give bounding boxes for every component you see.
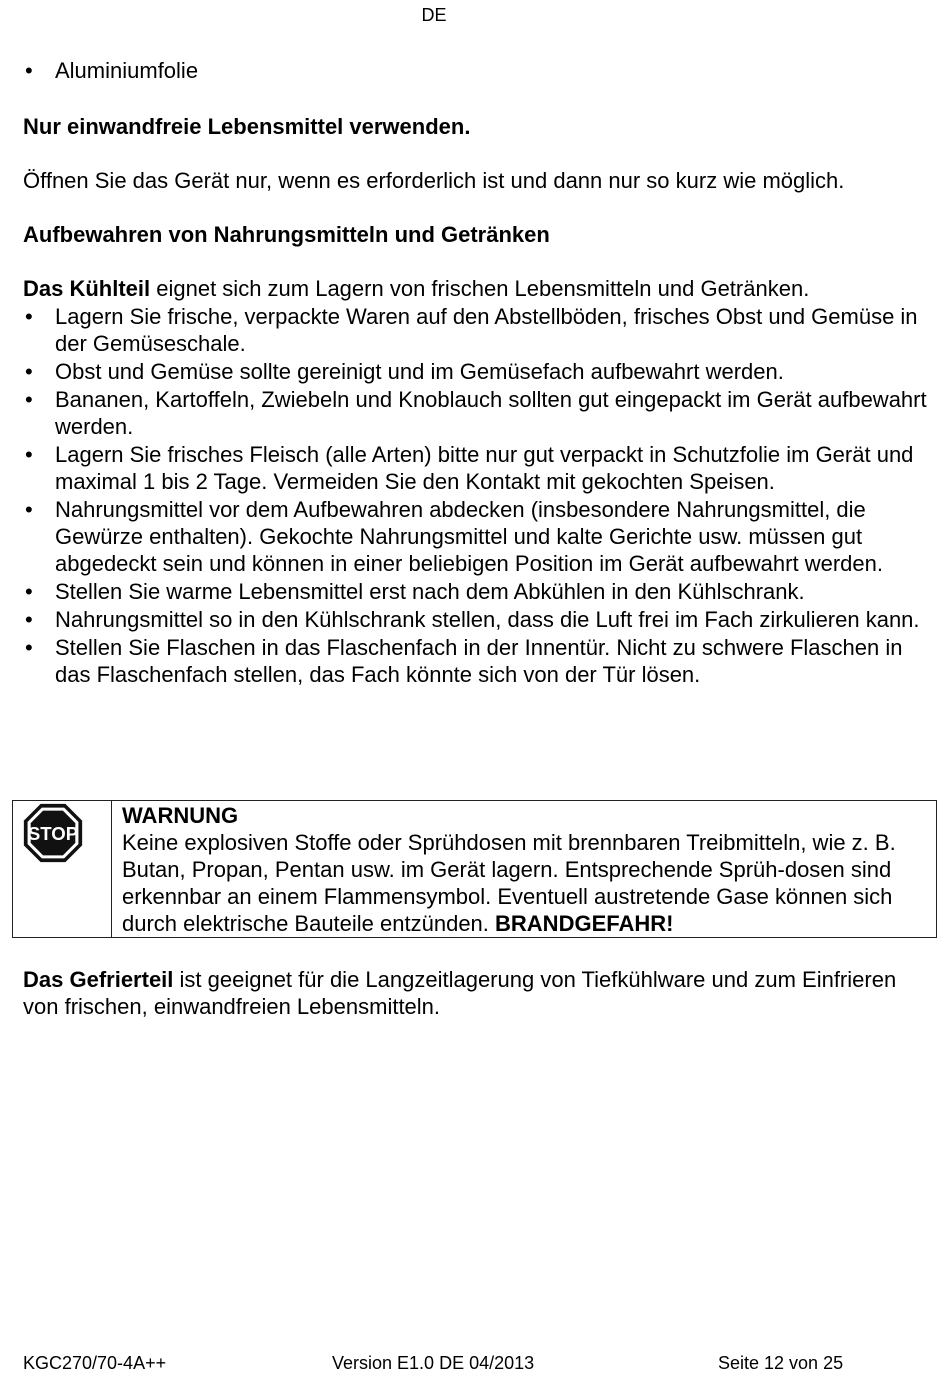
storage-bullet-list xyxy=(23,303,928,689)
bullet-icon: • xyxy=(25,442,33,467)
list-item xyxy=(23,496,928,577)
list-item-text: Stellen Sie warme Lebensmittel erst nach dem Abkühlen in den Kühlschrank. xyxy=(55,579,805,604)
use-good-food-note: Nur einwandfreie Lebensmittel verwenden. xyxy=(23,114,471,139)
stop-sign-icon xyxy=(22,802,84,864)
warning-body xyxy=(122,829,922,937)
list-item xyxy=(23,57,928,84)
list-item-text: Nahrungsmittel so in den Kühlschrank stellen, dass die Luft frei im Fach zirkulieren kann. xyxy=(55,607,920,632)
list-item xyxy=(23,441,928,495)
kuehlteil-term: Das Kühlteil xyxy=(23,276,151,301)
top-bullet-list xyxy=(23,57,928,85)
warning-text: Keine explosiven Stoffe oder Sprühdosen mit brennbaren Treibmitteln, wie z. B. Butan, Propan, Pentan usw. im Gerät lagern. Entsprechende Sprüh-dosen sind erkennbar an einem Flammensymbol. Eventuell austretende Gase können sich durch elektrische Bauteile entzünden. xyxy=(122,830,896,936)
gefrierteil-text: ist geeignet für die Langzeitlagerung von Tiefkühlware und zum Einfrieren von frischen, einwandfreien Lebensmitteln. xyxy=(23,967,897,1019)
bullet-icon: • xyxy=(25,58,33,83)
gefrierteil-term: Das Gefrierteil xyxy=(23,967,174,992)
list-item-text: Lagern Sie frisches Fleisch (alle Arten) bitte nur gut verpackt in Schutzfolie im Gerät und maximal 1 bis 2 Tage. Vermeiden Sie den Kontakt mit gekochten Speisen. xyxy=(55,442,914,494)
bullet-icon: • xyxy=(25,359,33,384)
list-item xyxy=(23,358,928,385)
open-briefly-note: Öffnen Sie das Gerät nur, wenn es erforderlich ist und dann nur so kurz wie möglich. xyxy=(23,168,845,193)
kuehlteil-text: eignet sich zum Lagern von frischen Lebensmitteln und Getränken. xyxy=(150,276,810,301)
bullet-icon: • xyxy=(25,635,33,660)
list-item-text: Lagern Sie frische, verpackte Waren auf den Abstellböden, frisches Obst und Gemüse in der Gemüseschale. xyxy=(55,304,918,356)
list-item-text: Stellen Sie Flaschen in das Flaschenfach in der Innentür. Nicht zu schwere Flaschen in das Flaschenfach stellen, das Fach könnte sich von der Tür lösen. xyxy=(55,635,903,687)
bullet-icon: • xyxy=(25,497,33,522)
footer-page-number: Seite 12 von 25 xyxy=(718,1353,844,1373)
gefrierteil-paragraph xyxy=(23,966,933,1020)
list-item-text: Aluminiumfolie xyxy=(55,58,199,83)
stop-sign-label: STOP xyxy=(27,822,79,844)
warning-divider xyxy=(111,801,112,937)
warning-box xyxy=(12,800,937,938)
bullet-icon: • xyxy=(25,607,33,632)
list-item xyxy=(23,303,928,357)
bullet-icon: • xyxy=(25,304,33,329)
list-item-text: Nahrungsmittel vor dem Aufbewahren abdecken (insbesondere Nahrungsmittel, die Gewürze enthalten). Gekochte Nahrungsmittel und kalte Gerichte usw. müssen gut abgedeckt sein und können in einer beliebigen Position im Gerät aufbewahrt werden. xyxy=(55,497,883,576)
bullet-icon: • xyxy=(25,387,33,412)
footer-version: Version E1.0 DE 04/2013 xyxy=(332,1353,535,1373)
bullet-icon: • xyxy=(25,579,33,604)
warning-title: WARNUNG xyxy=(122,803,239,828)
warning-emphasis: BRANDGEFAHR! xyxy=(495,911,674,936)
list-item xyxy=(23,386,928,440)
kuehlteil-paragraph xyxy=(23,275,933,302)
list-item xyxy=(23,578,928,605)
page-language: DE xyxy=(421,5,447,25)
list-item-text: Bananen, Kartoffeln, Zwiebeln und Knoblauch sollten gut eingepackt im Gerät aufbewahrt werden. xyxy=(55,387,927,439)
list-item xyxy=(23,634,928,688)
warning-content xyxy=(122,802,922,937)
list-item-text: Obst und Gemüse sollte gereinigt und im Gemüsefach aufbewahrt werden. xyxy=(55,359,784,384)
list-item xyxy=(23,606,928,633)
footer-model: KGC270/70-4A++ xyxy=(23,1353,167,1373)
section-heading: Aufbewahren von Nahrungsmitteln und Getränken xyxy=(23,222,550,247)
